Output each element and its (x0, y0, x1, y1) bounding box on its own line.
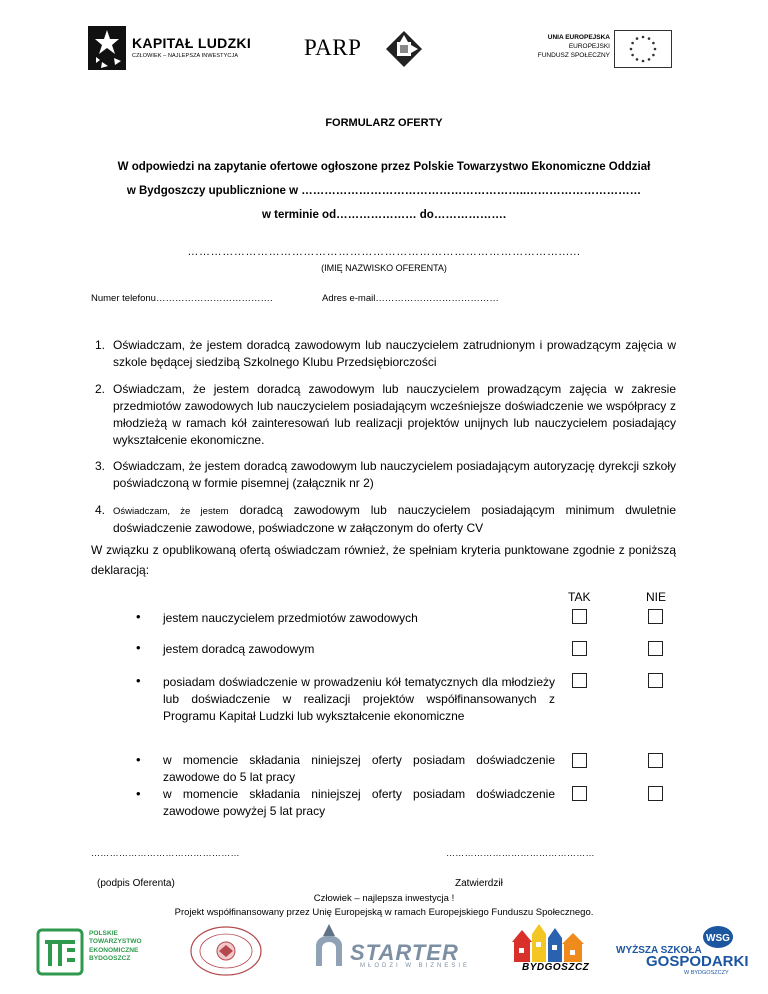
criterion-5-yes-checkbox[interactable] (572, 786, 587, 801)
signature-label-left: (podpis Oferenta) (97, 878, 175, 889)
signature-label-right: Zatwierdził (455, 878, 503, 889)
criterion-3-text: posiadam doświadczenie w prowadzeniu kół tematycznych dla młodzieży lub doświadczenie w realizacji projektów współfinansowanych z Programu Kapitał Ludzki lub wykształcenie ekonomiczne (163, 675, 555, 723)
kapital-ludzki-subtitle: CZŁOWIEK – NAJLEPSZA INWESTYCJA (132, 53, 239, 59)
statement-number: 1. (95, 338, 106, 352)
criterion-4-no-checkbox[interactable] (648, 753, 663, 768)
intro-line-1: W odpowiedzi na zapytanie ofertowe ogłoszone przez Polskie Towarzystwo Ekonomiczne Oddział (117, 161, 651, 173)
statement-4 (95, 502, 676, 537)
bullet-icon: • (136, 786, 141, 801)
criterion-2-no-checkbox[interactable] (648, 641, 663, 656)
starter-logo-text: STARTER (350, 940, 459, 965)
email-field[interactable]: Adres e-mail………………………………… (322, 293, 499, 304)
declaration-intro: W związku z opublikowaną ofertą oświadczam również, że spełniam kryteria punktowane zgodnie z poniższą deklaracją: (91, 543, 676, 577)
kapital-ludzki-logo-icon (88, 26, 126, 70)
pte-text-line: EKONOMICZNE (89, 946, 139, 954)
eu-flag-icon (614, 30, 672, 68)
signature-line-left[interactable]: ………………………………………… (91, 848, 240, 858)
criterion-2-text: jestem doradcą zawodowym (163, 642, 315, 656)
pte-text-line: BYDGOSZCZ (89, 954, 131, 962)
phone-field[interactable]: Numer telefonu………………………………. (91, 293, 273, 304)
statement-text: Oświadczam, że jestem doradcą zawodowym lub nauczycielem posiadającym autoryzację dyrekcji szkoły poświadczoną w formie pisemnej (załącznik nr 2) (113, 459, 676, 490)
pte-logo-text (89, 930, 142, 963)
footer-project-note: Projekt współfinansowany przez Unię Europejską w ramach Europejskiego Funduszu Społecznego. (174, 907, 594, 918)
statement-text: Oświadczam, że jestem doradcą zawodowym lub nauczycielem prowadzącym zajęcia w zakresie przedmiotów zawodowych lub nauczycielem posiadającym wcześniejsze doświadczenie we współpracy z młodzieżą w ramach kół zainteresowań lub realizacji projektów unijnych lub nauczycielem posiadający wykształcenie ekonomiczne. (113, 382, 676, 447)
wsg-logo-line2: GOSPODARKI (646, 953, 749, 970)
statement-number: 2. (95, 382, 106, 396)
intro-line-3: w terminie od………………… do………………. (261, 209, 507, 221)
statement-number: 4. (95, 503, 106, 517)
criterion-4-text: w momencie składania niniejszej oferty posiadam doświadczenie zawodowe do 5 lat pracy (163, 753, 555, 784)
pte-logo-icon (36, 928, 84, 976)
criterion-2-yes-checkbox[interactable] (572, 641, 587, 656)
statement-2 (95, 381, 676, 449)
statement-number: 3. (95, 459, 106, 473)
statement-3 (95, 458, 676, 492)
criterion-5-no-checkbox[interactable] (648, 786, 663, 801)
criterion-4-yes-checkbox[interactable] (572, 753, 587, 768)
criterion-5-text: w momencie składania niniejszej oferty posiadam doświadczenie zawodowe powyżej 5 lat pracy (163, 787, 555, 818)
signature-line-right[interactable]: ………………………………………… (446, 848, 595, 858)
bydgoszcz-logo-text: BYDGOSZCZ (522, 962, 590, 973)
starter-logo-subtitle: MŁODZI W BIZNESIE (360, 963, 471, 969)
ue-label-line3: FUNDUSZ SPOŁECZNY (537, 52, 610, 59)
regional-seal-icon (189, 925, 263, 977)
ue-label (512, 33, 610, 60)
parp-logo-text: PARP (304, 35, 362, 60)
ue-label-line1: UNIA EUROPEJSKA (547, 34, 610, 41)
statement-text: doradcą zawodowym lub nauczycielem posiadającym minimum dwuletnie doświadczenie zawodowe, poświadczone w załączonym do oferty CV (113, 503, 676, 535)
criterion-3-no-checkbox[interactable] (648, 673, 663, 688)
bullet-icon: • (136, 752, 141, 767)
pte-text-line: POLSKIE (89, 930, 118, 937)
criterion-1-text: jestem nauczycielem przedmiotów zawodowych (163, 611, 418, 625)
criterion-1-yes-checkbox[interactable] (572, 609, 587, 624)
bullet-icon: • (136, 609, 141, 624)
bullet-icon: • (136, 640, 141, 655)
parp-logo-icon (386, 31, 422, 67)
name-field-label: (IMIĘ NAZWISKO OFERENTA) (321, 263, 447, 273)
wsg-logo-line3: W BYDGOSZCZY (684, 970, 729, 976)
wsg-logo-icon (702, 925, 734, 949)
footer-slogan: Człowiek – najlepsza inwestycja ! (313, 893, 455, 904)
column-no-header: NIE (646, 590, 667, 604)
statement-prefix: Oświadczam, że jestem (113, 506, 229, 517)
form-title: FORMULARZ OFERTY (325, 117, 443, 129)
column-yes-header: TAK (568, 590, 591, 604)
starter-logo-icon (310, 922, 348, 972)
pte-text-line: TOWARZYSTWO (89, 938, 142, 946)
statement-1 (95, 337, 676, 371)
ue-label-line2: EUROPEJSKI (568, 43, 610, 50)
bullet-icon: • (136, 673, 141, 688)
kapital-ludzki-title: KAPITAŁ LUDZKI (132, 35, 252, 51)
wsg-logo-line1: WYŻSZA SZKOŁA (616, 945, 702, 956)
criterion-1-no-checkbox[interactable] (648, 609, 663, 624)
criterion-3-yes-checkbox[interactable] (572, 673, 587, 688)
name-field-line[interactable]: ……………………………………………………………………………………...... (187, 246, 581, 258)
statement-text: Oświadczam, że jestem doradcą zawodowym lub nauczycielem zatrudnionym i prowadzącym zajęcia w szkole będącej siedzibą Szkolnego Klubu Przedsiębiorczości (113, 338, 676, 369)
wsg-logo-mark-text: WSG (706, 933, 730, 944)
intro-line-2: w Bydgoszczy upublicznione w …………………………………………………..………………………… (126, 185, 642, 197)
